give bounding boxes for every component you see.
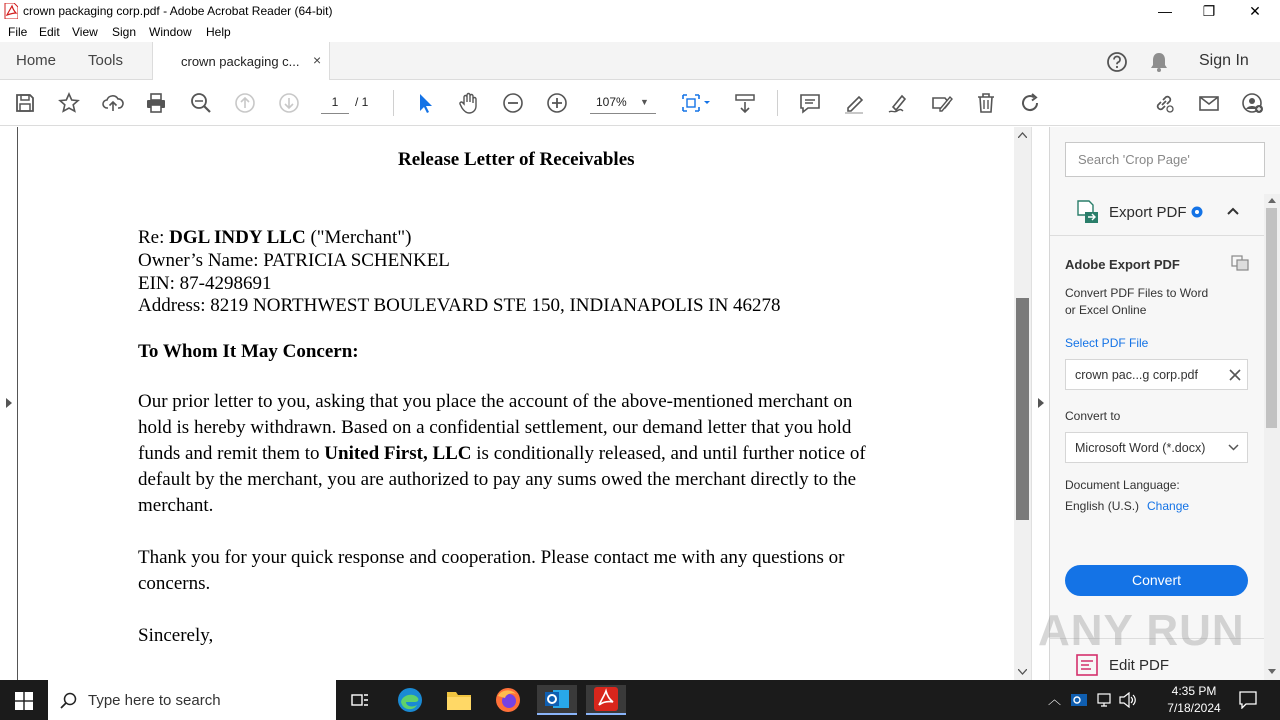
volume-icon[interactable] [1119, 692, 1137, 708]
highlight-icon[interactable] [842, 91, 866, 115]
delete-icon[interactable] [974, 91, 998, 115]
outlook-icon[interactable] [537, 685, 577, 715]
minimize-button[interactable]: — [1158, 3, 1172, 19]
adobe-export-pdf-heading: Adobe Export PDF [1065, 257, 1180, 272]
zoom-in-icon[interactable] [545, 91, 569, 115]
scroll-up-icon[interactable] [1018, 132, 1027, 138]
menu-bar [0, 22, 1280, 42]
paragraph-line: concerns. [138, 573, 211, 594]
tab-tools[interactable]: Tools [88, 52, 124, 69]
scroll-down-icon[interactable] [1268, 669, 1276, 675]
title-bar [0, 0, 1280, 22]
chevron-down-icon: ▼ [640, 97, 649, 107]
maximize-button[interactable]: ❐ [1202, 2, 1216, 19]
star-icon[interactable] [57, 91, 81, 115]
menu-help[interactable]: Help [206, 25, 231, 39]
selected-file-field[interactable] [1065, 359, 1248, 390]
edit-pdf-tool[interactable]: Edit PDF [1109, 657, 1170, 674]
export-pdf-title[interactable]: Export PDF [1109, 204, 1187, 221]
paragraph-line: default by the merchant, you are authorized to pay any sums owed the merchant directly to the [138, 469, 857, 490]
panel-divider [1050, 235, 1264, 236]
tab-bar [0, 42, 1280, 80]
search-icon [60, 692, 77, 709]
salutation: To Whom It May Concern: [138, 341, 359, 362]
close-window-button[interactable]: ✕ [1249, 2, 1261, 19]
page-up-icon[interactable] [233, 91, 257, 115]
ein-line: EIN: 87-4298691 [138, 273, 272, 294]
page-total: / 1 [355, 95, 369, 109]
text-segment: funds and remit them to [138, 443, 325, 464]
info-badge-icon [1191, 206, 1203, 218]
rotate-icon[interactable] [1018, 91, 1042, 115]
network-icon[interactable] [1096, 692, 1112, 708]
firefox-icon[interactable] [488, 685, 528, 715]
re-label: Re: [138, 227, 170, 248]
zoom-out-icon[interactable] [501, 91, 525, 115]
export-pdf-icon [1075, 200, 1099, 224]
taskbar-search-placeholder: Type here to search [88, 692, 221, 709]
watermark: ANY RUN [1038, 606, 1245, 655]
save-icon[interactable] [13, 91, 37, 115]
menu-file[interactable]: File [8, 25, 28, 39]
tab-document-label: crown packaging c... [181, 54, 300, 69]
paragraph-line: hold is hereby withdrawn. Based on a confidential settlement, our demand letter that you hold [138, 417, 852, 438]
paragraph-line [138, 441, 866, 467]
windows-taskbar [0, 680, 1280, 720]
re-suffix: ("Merchant") [305, 227, 412, 248]
edit-pdf-icon [1075, 653, 1099, 677]
tool-search-input[interactable]: Search 'Crop Page' [1065, 142, 1265, 177]
taskbar-search-box[interactable] [48, 680, 336, 720]
windows-start-icon[interactable] [15, 692, 33, 710]
paragraph-line: Thank you for your quick response and cooperation. Please contact me with any questions or [138, 547, 845, 568]
address-line: Address: 8219 NORTHWEST BOULEVARD STE 150, INDIANAPOLIS IN 46278 [138, 295, 781, 316]
zoom-level-select[interactable] [590, 90, 656, 114]
clock-date: 7/18/2024 [1167, 701, 1221, 715]
window-title: crown packaging corp.pdf - Adobe Acrobat Reader (64-bit) [23, 4, 333, 18]
tray-outlook-icon[interactable] [1071, 692, 1087, 708]
menu-view[interactable]: View [72, 25, 98, 39]
right-panel-gutter [1031, 127, 1049, 680]
convert-button[interactable]: Convert [1065, 565, 1248, 596]
selected-file-name: crown pac...g corp.pdf [1075, 368, 1198, 382]
scroll-up-icon[interactable] [1268, 197, 1276, 203]
hand-icon[interactable] [457, 91, 481, 115]
left-panel-gutter [0, 127, 18, 680]
tab-close-button[interactable]: × [313, 52, 322, 68]
expand-left-panel-icon[interactable] [5, 397, 13, 409]
export-description-line: Convert PDF Files to Word [1065, 286, 1209, 300]
clock-time: 4:35 PM [1171, 684, 1217, 698]
change-language-link[interactable]: Change [1147, 499, 1190, 513]
share-user-icon[interactable] [1241, 91, 1265, 115]
comment-icon[interactable] [798, 91, 822, 115]
toolbar-divider [777, 90, 778, 116]
help-icon[interactable] [1106, 51, 1128, 73]
collapse-right-panel-icon[interactable] [1037, 397, 1045, 409]
task-view-icon[interactable] [340, 685, 380, 715]
page-number-input[interactable]: 1 [321, 90, 349, 114]
acrobat-taskbar-icon[interactable] [586, 685, 626, 715]
chevron-down-icon [1228, 444, 1239, 451]
fit-page-icon[interactable] [677, 91, 713, 115]
print-icon[interactable] [144, 91, 168, 115]
zoom-search-icon[interactable] [189, 91, 213, 115]
toolbar-divider [393, 90, 394, 116]
notification-bell-icon[interactable] [1149, 51, 1169, 73]
notification-center-icon[interactable] [1239, 691, 1257, 709]
company-name: United First, LLC [324, 443, 472, 464]
convert-format-select[interactable] [1065, 432, 1248, 463]
document-heading: Release Letter of Receivables [398, 149, 635, 170]
closing-line: Sincerely, [138, 625, 214, 646]
tray-overflow-icon[interactable]: ︿ [1048, 692, 1062, 707]
side-panel-scroll-thumb[interactable] [1266, 208, 1277, 428]
menu-sign[interactable]: Sign [112, 25, 137, 39]
zoom-level-value: 107% [596, 95, 627, 109]
document-scroll-thumb[interactable] [1016, 298, 1029, 520]
document-language-value: English (U.S.) [1065, 499, 1140, 513]
copy-files-icon [1231, 255, 1249, 271]
upload-icon[interactable] [101, 91, 125, 115]
select-pdf-file-link[interactable]: Select PDF File [1065, 336, 1149, 350]
toolbar [0, 80, 1280, 126]
link-icon[interactable] [1152, 91, 1176, 115]
file-explorer-icon[interactable] [439, 685, 479, 715]
email-icon[interactable] [1197, 91, 1221, 115]
system-clock[interactable] [1160, 683, 1228, 717]
owner-line: Owner’s Name: PATRICIA SCHENKEL [138, 250, 450, 271]
scroll-mode-icon[interactable] [733, 91, 757, 115]
menu-window[interactable]: Window [149, 25, 192, 39]
edit-sign-icon[interactable] [930, 91, 954, 115]
document-language-label: Document Language: [1065, 478, 1180, 492]
merchant-name: DGL INDY LLC [169, 227, 306, 248]
draw-icon[interactable] [886, 91, 910, 115]
export-description-line: or Excel Online [1065, 303, 1147, 317]
scroll-down-icon[interactable] [1018, 669, 1027, 675]
text-segment: is conditionally released, and until further notice of [471, 443, 866, 464]
paragraph-line: merchant. [138, 495, 214, 516]
page-down-icon[interactable] [277, 91, 301, 115]
acrobat-app-icon [4, 3, 18, 19]
sign-in-button[interactable]: Sign In [1199, 52, 1249, 69]
menu-edit[interactable]: Edit [39, 25, 60, 39]
convert-to-label: Convert to [1065, 409, 1121, 423]
edge-browser-icon[interactable] [390, 685, 430, 715]
convert-format-value: Microsoft Word (*.docx) [1075, 441, 1206, 455]
tab-document[interactable] [152, 42, 330, 81]
paragraph-line: Our prior letter to you, asking that you place the account of the above-mentioned merchant on [138, 391, 853, 412]
select-arrow-icon[interactable] [413, 91, 437, 115]
pdf-page [19, 127, 1013, 680]
clear-file-icon[interactable] [1229, 369, 1241, 381]
tab-home[interactable]: Home [16, 52, 57, 69]
collapse-chevron-icon[interactable] [1227, 207, 1239, 215]
